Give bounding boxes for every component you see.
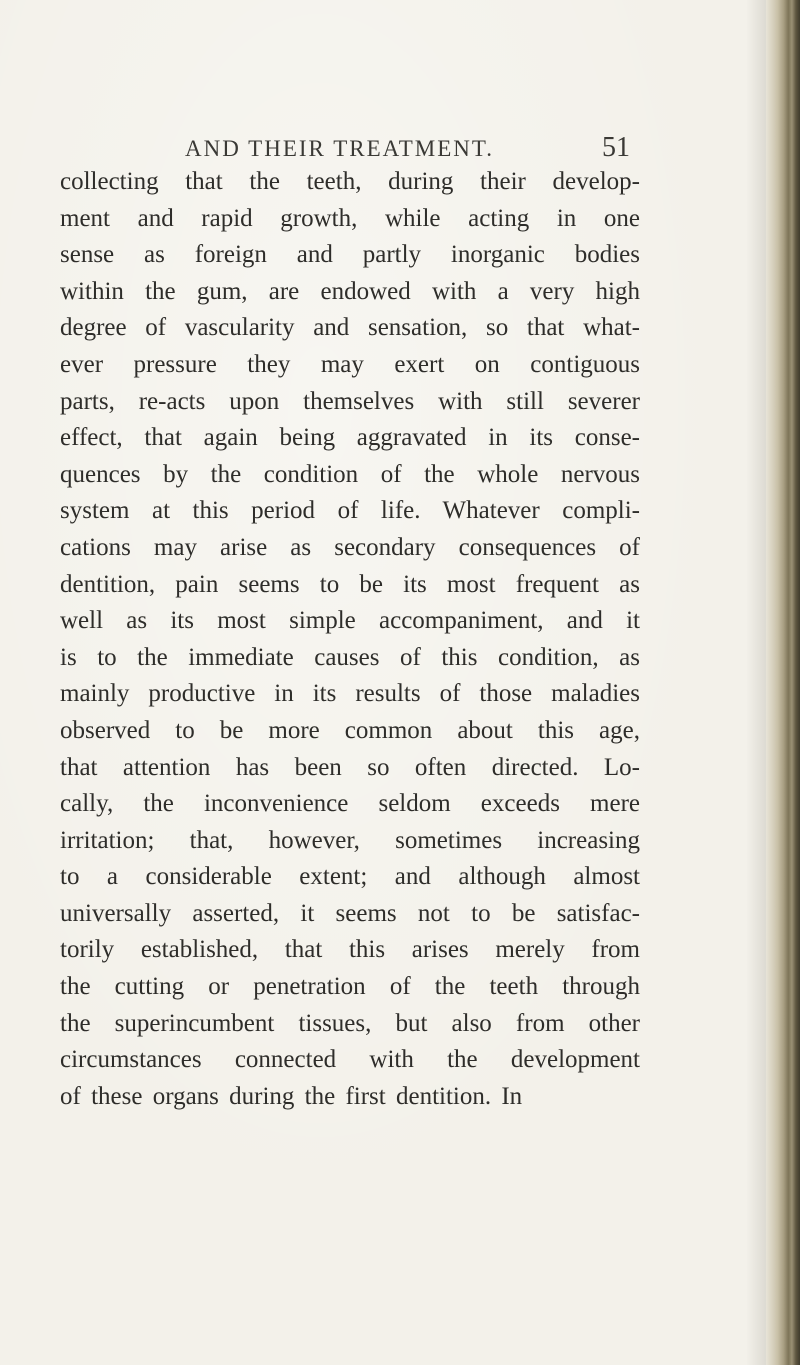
text-line: cations may arise as secondary consequences of [60,533,640,561]
text-line: the cutting or penetration of the teeth through [60,973,640,1001]
text-line: to a considerable extent; and although almost [60,863,640,891]
text-line: quences by the condition of the whole nervous [60,460,640,488]
text-line: collecting that the teeth, during their develop- [60,168,640,195]
text-line: cally, the inconvenience seldom exceeds mere [60,790,640,818]
running-title: AND THEIR TREATMENT. [185,136,494,161]
text-line: universally asserted, it seems not to be satisfac- [60,899,640,927]
page-number: 51 [602,132,630,163]
text-line: is to the immediate causes of this condition, as [60,643,640,671]
text-line: ever pressure they may exert on contiguous [60,350,640,378]
text-line: well as its most simple accompaniment, and it [60,607,640,635]
text-line: of these organs during the first dentition. In [60,1082,523,1110]
text-line: within the gum, are endowed with a very high [60,277,640,305]
text-line: mainly productive in its results of those maladies [60,680,640,708]
text-line: sense as foreign and partly inorganic bodies [60,241,640,269]
text-line: the superincumbent tissues, but also from other [60,1009,640,1037]
body-text [60,164,640,1115]
text-line: circumstances connected with the development [60,1046,640,1074]
text-line: observed to be more common about this age, [60,716,640,744]
text-line: torily established, that this arises merely from [60,936,640,964]
text-line: degree of vascularity and sensation, so that what- [60,314,640,342]
gutter-shadow [746,0,766,1365]
text-line: effect, that again being aggravated in its conse- [60,424,640,452]
text-line: dentition, pain seems to be its most frequent as [60,570,640,598]
text-line: that attention has been so often directed. Lo- [60,753,640,781]
text-line: ment and rapid growth, while acting in one [60,204,640,232]
text-line: system at this period of life. Whatever compli- [60,497,640,525]
text-line: irritation; that, however, sometimes increasing [60,826,640,854]
book-binding-edge [766,0,800,1365]
text-line: parts, re-acts upon themselves with still severer [60,387,640,415]
